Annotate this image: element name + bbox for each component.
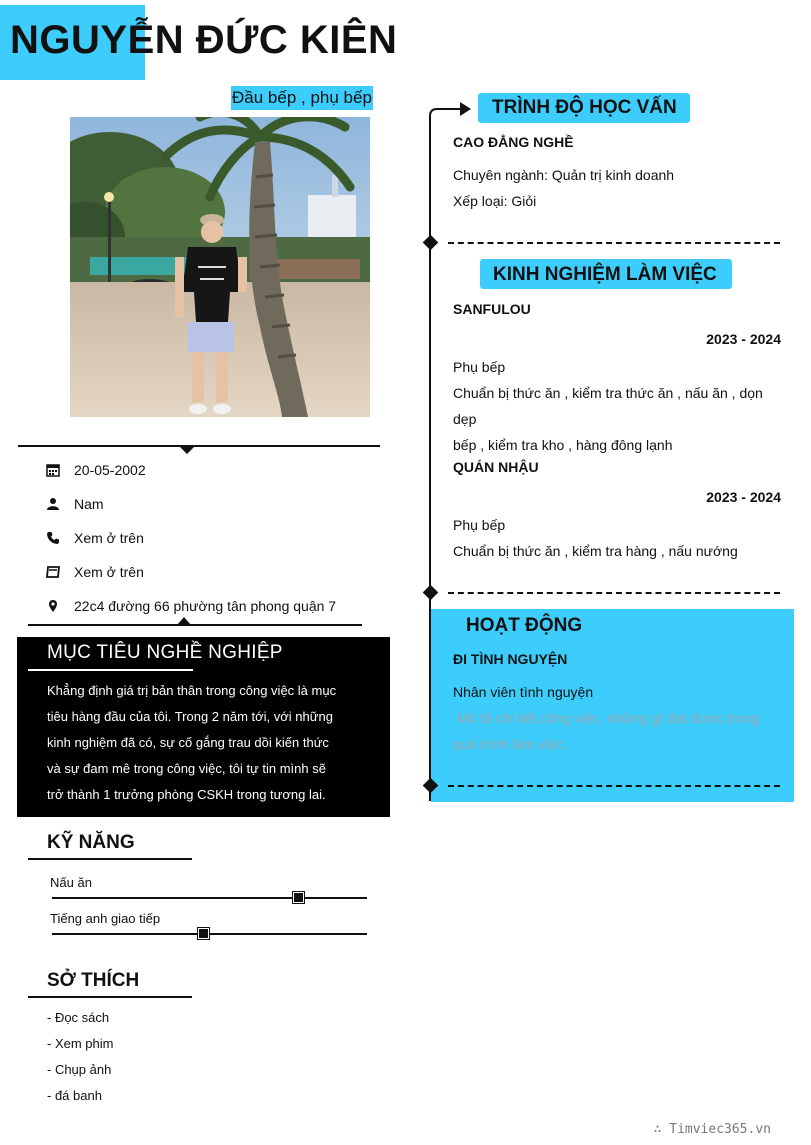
phone-value: Xem ở trên (74, 530, 144, 546)
job-description (453, 538, 783, 564)
objective-title: MỤC TIÊU NGHỀ NGHIỆP (47, 642, 283, 663)
objective-line: Khẳng định giá trị bản thân trong công việc là mục (47, 683, 337, 698)
timeline-node (423, 585, 439, 601)
contact-address (46, 596, 336, 616)
contact-gender (46, 494, 104, 514)
calendar-icon (46, 463, 60, 477)
contact-bottom-divider (28, 624, 362, 626)
activity-role: Nhân viên tình nguyện (453, 684, 594, 700)
hobby-item: - Đọc sách (47, 1010, 110, 1025)
job-description-line: Chuẩn bị thức ăn , kiểm tra hàng , nấu nướng (453, 543, 738, 559)
experience-title: KINH NGHIỆM LÀM VIỆC (493, 264, 717, 285)
job-description (453, 380, 783, 458)
hobbies-underline (28, 996, 192, 998)
skill-name: Tiếng anh giao tiếp (50, 911, 161, 926)
section-dashed-divider (448, 242, 780, 244)
email-value: Xem ở trên (74, 564, 144, 580)
objective-line: trở thành 1 trưởng phòng CSKH trong tương lai. (47, 787, 326, 802)
person-icon (46, 497, 60, 511)
gender-value: Nam (74, 496, 104, 512)
skill-bar (52, 933, 367, 935)
skill-name: Nấu ăn (50, 875, 92, 890)
profile-photo (70, 117, 370, 417)
mail-icon (46, 565, 60, 579)
activity-org: ĐI TÌNH NGUYỆN (453, 651, 568, 667)
section-dashed-divider (448, 592, 780, 594)
job-description-line: Chuẩn bị thức ăn , kiểm tra thức ăn , nấu ăn , dọn dẹp (453, 385, 763, 427)
skill-level-knob (198, 928, 209, 939)
timeline-node (423, 235, 439, 251)
address-value: 22c4 đường 66 phường tân phong quận 7 (74, 598, 337, 614)
activity-description-line: Mô tả chi tiết công việc, những gì đạt được trong (453, 710, 760, 726)
objective-underline (28, 669, 193, 671)
contact-phone (46, 528, 144, 548)
hobby-item: - đá banh (47, 1088, 102, 1103)
job-position: Phụ bếp (453, 359, 506, 375)
skills-underline (28, 858, 192, 860)
skills-title: KỸ NĂNG (47, 832, 135, 853)
contact-email (46, 562, 144, 582)
hobby-item: - Xem phim (47, 1036, 114, 1051)
activities-title: HOẠT ĐỘNG (466, 615, 583, 636)
job-period: 2023 - 2024 (706, 331, 781, 347)
objective-line: kinh nghiệm đã có, sự cố gắng trau dồi kiến thức (47, 735, 329, 750)
hobbies-title: SỞ THÍCH (47, 970, 140, 991)
education-title: TRÌNH ĐỘ HỌC VẤN (492, 97, 677, 118)
contact-top-divider (18, 445, 380, 447)
phone-icon (46, 531, 60, 545)
birthday-value: 20-05-2002 (74, 462, 146, 478)
job-title: Đầu bếp , phụ bếp (231, 86, 373, 110)
divider-notch-down (178, 445, 196, 455)
contact-birthday (46, 460, 146, 480)
education-major: Chuyên ngành: Quản trị kinh doanh (453, 167, 675, 183)
company-name: QUÁN NHẬU (453, 459, 539, 475)
job-period: 2023 - 2024 (706, 489, 781, 505)
timeline-arrow (424, 98, 474, 128)
school-name: CAO ĐẲNG NGHỀ (453, 134, 574, 150)
company-name: SANFULOU (453, 301, 531, 317)
hobby-item: - Chụp ảnh (47, 1062, 112, 1077)
divider-notch-up (177, 617, 191, 625)
education-grade: Xếp loại: Giỏi (453, 193, 537, 209)
job-position: Phụ bếp (453, 517, 506, 533)
activity-description (453, 705, 783, 757)
job-description-line: bếp , kiểm tra kho , hàng đông lạnh (453, 437, 673, 453)
skill-level-knob (293, 892, 304, 903)
section-dashed-divider (448, 785, 780, 787)
objective-text (47, 678, 359, 808)
skill-bar (52, 897, 367, 899)
candidate-name: NGUYỄN ĐỨC KIÊN (10, 18, 398, 62)
location-pin-icon (46, 599, 60, 613)
activity-description-line: quá trình làm việc. (453, 736, 568, 752)
watermark-brand: ∴ Timviec365.vn (653, 1122, 771, 1137)
objective-line: và sự đam mê trong công việc, tôi tự tin mình sẽ (47, 761, 326, 776)
objective-line: tiêu hàng đầu của tôi. Trong 2 năm tới, với những (47, 709, 333, 724)
